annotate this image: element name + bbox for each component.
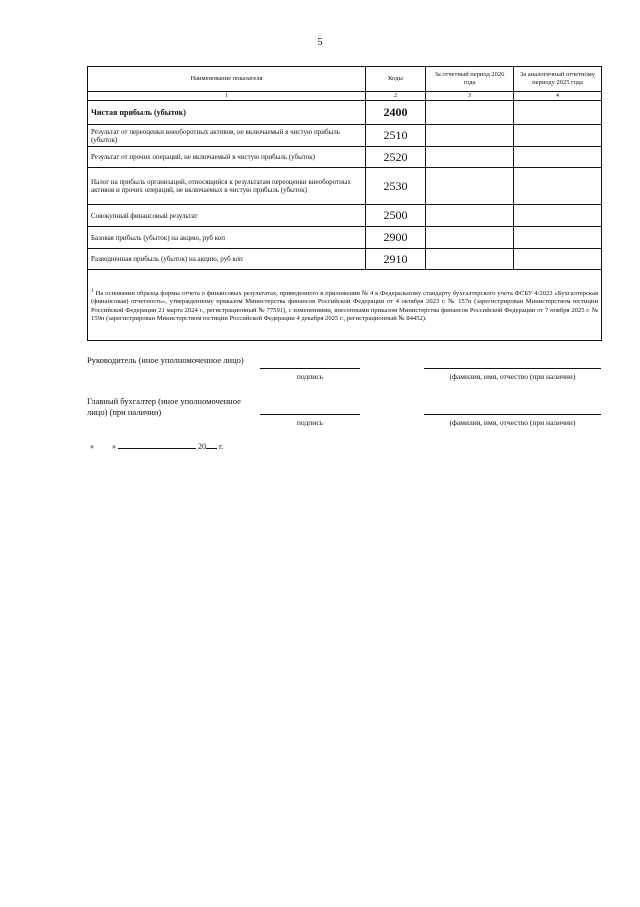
table-row	[88, 101, 602, 125]
accountant-signature-line[interactable]	[260, 414, 360, 415]
table-row	[88, 205, 602, 227]
table-row	[88, 125, 602, 147]
row-previous-value[interactable]	[514, 227, 602, 249]
financial-results-table	[87, 66, 602, 341]
accountant-name-line[interactable]	[424, 414, 601, 415]
table-row	[88, 227, 602, 249]
head-signature-line[interactable]	[260, 368, 360, 369]
row-code: 2910	[366, 249, 426, 270]
row-current-value[interactable]	[426, 168, 514, 205]
row-name: Чистая прибыль (убыток)	[88, 101, 366, 125]
accountant-signature-caption: подпись	[296, 418, 324, 427]
row-previous-value[interactable]	[514, 168, 602, 205]
table-row	[88, 249, 602, 270]
row-previous-value[interactable]	[514, 125, 602, 147]
row-previous-value[interactable]	[514, 249, 602, 270]
row-name: Совокупный финансовый результат	[88, 205, 366, 227]
date-year-prefix: 20	[198, 442, 206, 451]
row-code: 2400	[366, 101, 426, 125]
accountant-name-caption: (фамилия, имя, отчество (при наличии)	[449, 418, 576, 427]
date-close-quote: »	[112, 442, 116, 451]
row-current-value[interactable]	[426, 125, 514, 147]
head-name-line[interactable]	[424, 368, 601, 369]
header-current-period: За отчетный период 2026 года	[426, 67, 514, 92]
column-number: 3	[426, 92, 514, 101]
row-code: 2510	[366, 125, 426, 147]
row-name: Базовая прибыль (убыток) на акцию, руб коп	[88, 227, 366, 249]
header-previous-period: За аналогичный отчетному периоду 2025 года	[514, 67, 602, 92]
date-block	[90, 440, 223, 451]
table-row	[88, 147, 602, 168]
footnote-mark: 1	[91, 287, 94, 294]
row-previous-value[interactable]	[514, 147, 602, 168]
date-month-line[interactable]	[118, 440, 196, 449]
date-year-line[interactable]	[206, 440, 217, 449]
row-code: 2520	[366, 147, 426, 168]
head-signature-label: Руководитель (иное уполномоченное лицо)	[87, 355, 244, 365]
footnote-row	[88, 270, 602, 341]
head-signature-caption: подпись	[296, 372, 324, 381]
row-current-value[interactable]	[426, 227, 514, 249]
row-current-value[interactable]	[426, 147, 514, 168]
row-current-value[interactable]	[426, 205, 514, 227]
footnote	[88, 270, 602, 341]
column-numbers-row	[88, 92, 602, 101]
date-open-quote: «	[90, 442, 94, 451]
row-name: Результат от переоценки внеоборотных активов, не включаемый в чистую прибыль (убыток)	[88, 125, 366, 147]
head-name-caption: (фамилия, имя, отчество (при наличии)	[449, 372, 576, 381]
row-current-value[interactable]	[426, 249, 514, 270]
column-number: 2	[366, 92, 426, 101]
row-name: Налог на прибыль организаций, относящийся к результатам переоценки внеоборотных активов и прочих операций, не включаемых в чистую прибыль (убыток)	[88, 168, 366, 205]
row-code: 2530	[366, 168, 426, 205]
header-code: Коды	[366, 67, 426, 92]
table-row	[88, 168, 602, 205]
row-code: 2500	[366, 205, 426, 227]
row-name: Разводненная прибыль (убыток) на акцию, руб коп	[88, 249, 366, 270]
row-name: Результат от прочих операций, не включаемый в чистую прибыль (убыток)	[88, 147, 366, 168]
accountant-signature-label: Главный бухгалтер (иное уполномоченное лицо) (при наличии)	[87, 396, 241, 417]
header-name: Наименование показателя	[88, 67, 366, 92]
table-header-row	[88, 67, 602, 92]
column-number: 4	[514, 92, 602, 101]
row-current-value[interactable]	[426, 101, 514, 125]
footnote-text: На основании образца формы отчета о финансовых результатах, приведенного в приложении № 4 к Федеральному стандарту бухгалтерского учета ФСБУ 4/2023 «Бухгалтерская (финансовая) отчетность», утвержденному приказом Министерства финансов Российской Федерации от 4 октября 2023 г. № 157н (зарегистрирован Министерством юстиции Российской Федерации 21 марта 2024 г., регистрационный № 77591), с изменениями, внесенными приказом Министерства финансов Российской Федерации от 7 ноября 2025 г. № 159н (зарегистрирован Министерством юстиции Российской Федерации 4 декабря 2025 г., регистрационный № 84452).	[91, 289, 598, 322]
row-previous-value[interactable]	[514, 205, 602, 227]
row-previous-value[interactable]	[514, 101, 602, 125]
date-suffix: г.	[219, 442, 224, 451]
column-number: 1	[88, 92, 366, 101]
page-number: 5	[317, 37, 323, 48]
row-code: 2900	[366, 227, 426, 249]
